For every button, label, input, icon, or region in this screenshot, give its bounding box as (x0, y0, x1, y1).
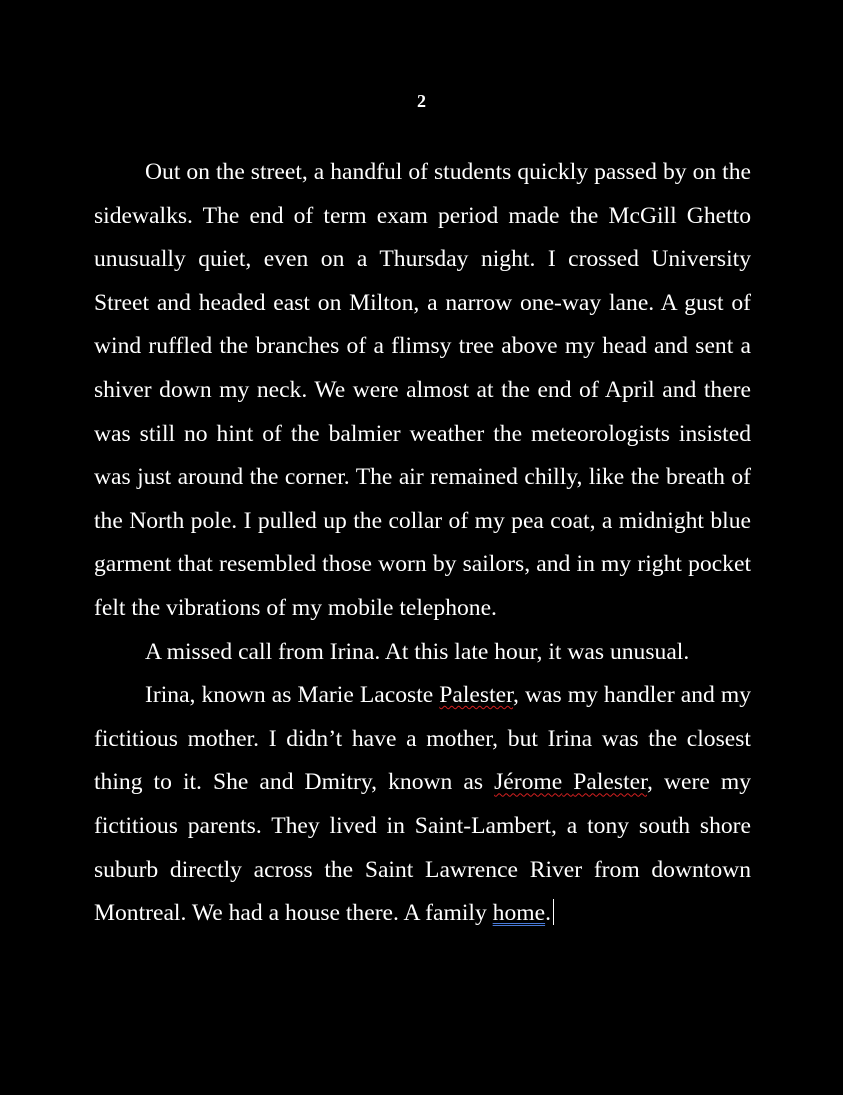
document-body[interactable] (94, 151, 751, 936)
paragraph-1[interactable]: Out on the street, a handful of students quickly passed by on the sidewalks. The end of term exam period made the McGill Ghetto unusually quiet, even on a Thursday night. I crossed University Street and headed east on Milton, a narrow one-way lane. A gust of wind ruffled the branches of a flimsy tree above my head and sent a shiver down my neck. We were almost at the end of April and there was still no hint of the balmier weather the meteorologists insisted was just around the corner. The air remained chilly, like the breath of the North pole. I pulled up the collar of my pea coat, a midnight blue garment that resembled those worn by sailors, and in my right pocket felt the vibrations of my mobile telephone. (94, 159, 751, 621)
paragraph-3[interactable] (94, 674, 751, 936)
spelling-error-word[interactable]: Palester (439, 682, 514, 709)
spelling-error-word[interactable]: Palester (573, 769, 648, 796)
paragraph-3-text: , were my fictitious parents. They lived in Saint-Lambert, a tony south shore suburb directly across the Saint Lawrence River from downtown Montreal. We had a house there. A family (94, 769, 751, 927)
paragraph-3-text: Irina, known as Marie Lacoste (145, 682, 440, 709)
paragraph-3-text: . (545, 900, 551, 927)
page-number: 2 (417, 91, 426, 111)
paragraph-2[interactable]: A missed call from Irina. At this late hour, it was unusual. (145, 638, 690, 665)
text-cursor (553, 899, 554, 925)
spelling-error-space (562, 769, 573, 795)
paragraph-3-text: , was my handler and my fictitious mother. I didn’t have a mother, but Irina was the closest thing to it. She and Dmitry, known as (94, 682, 751, 796)
spelling-error-word[interactable]: Jérome (494, 769, 563, 796)
grammar-flagged-word[interactable]: home (492, 900, 546, 927)
